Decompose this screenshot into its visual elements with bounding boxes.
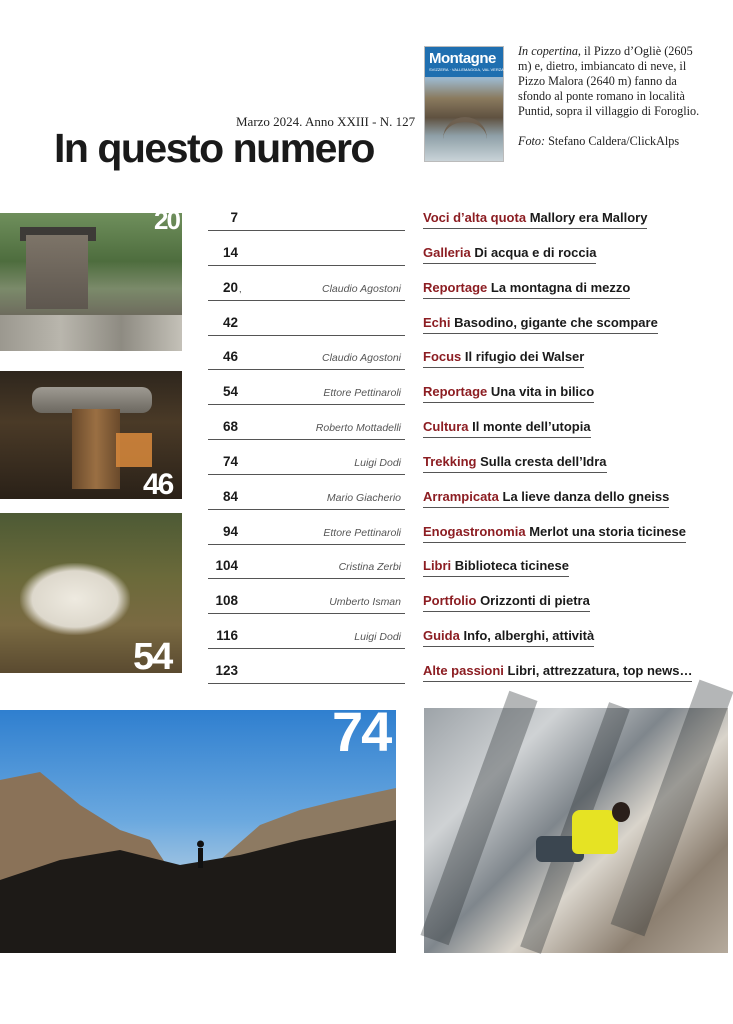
toc-section: Enogastronomia	[423, 524, 526, 539]
toc-section: Alte passioni	[423, 663, 504, 678]
toc-section: Portfolio	[423, 593, 477, 608]
toc-title: Basodino, gigante che scompare	[454, 315, 658, 330]
toc-section: Reportage	[423, 280, 488, 295]
toc-page: 7	[230, 210, 238, 225]
toc-row[interactable]	[0, 278, 728, 302]
photo-page-number: 54	[133, 636, 172, 678]
toc-author: Claudio Agostoni	[322, 283, 401, 295]
toc-divider	[208, 335, 405, 336]
toc-section: Echi	[423, 315, 451, 330]
toc-divider	[208, 578, 405, 579]
toc-title: Di acqua e di roccia	[474, 245, 597, 260]
toc-row[interactable]	[0, 205, 728, 235]
toc-section: Voci d’alta quota	[423, 210, 527, 225]
toc-entry[interactable]	[423, 315, 658, 334]
toc-row[interactable]	[0, 591, 728, 615]
toc-entry[interactable]	[423, 245, 596, 264]
toc-title: Merlot una storia ticinese	[529, 524, 686, 539]
toc-mark: ,	[239, 284, 242, 294]
toc-author: Mario Giacherio	[326, 492, 401, 504]
photo-page-number: 46	[143, 468, 173, 501]
toc-divider	[208, 230, 405, 231]
toc-section: Guida	[423, 628, 460, 643]
toc-author: Luigi Dodi	[354, 457, 401, 469]
toc-row[interactable]	[0, 452, 728, 476]
page-title: In questo numero	[54, 125, 374, 171]
toc-title: Biblioteca ticinese	[454, 558, 569, 573]
toc-page: 54	[222, 384, 238, 399]
toc-entry[interactable]	[423, 280, 630, 299]
toc-title: Mallory era Mallory	[529, 210, 648, 225]
toc-author: Umberto Isman	[329, 596, 401, 608]
toc-entry[interactable]	[423, 663, 692, 682]
toc-page: 42	[222, 315, 238, 330]
toc-title: Libri, attrezzatura, top news…	[507, 663, 693, 678]
toc-row[interactable]	[0, 661, 728, 685]
cover-caption-body: , il Pizzo d’Ogliè (2605 m) e, dietro, imbiancato di neve, il Pizzo Malora (2640 m) fanno da sfondo al ponte romano in località Puntid, sopra il villaggio di Foroglio.	[518, 44, 700, 118]
cover-credit-name: Stefano Caldera/ClickAlps	[545, 134, 680, 148]
toc-title: Info, alberghi, attività	[463, 628, 595, 643]
toc-row[interactable]	[0, 417, 728, 441]
toc-page: 116	[216, 628, 238, 643]
toc-title: Una vita in bilico	[490, 384, 595, 399]
toc-author: Cristina Zerbi	[338, 561, 401, 573]
toc-author: Claudio Agostoni	[322, 352, 401, 364]
toc-row[interactable]	[0, 487, 728, 511]
toc-entry[interactable]	[423, 524, 686, 543]
toc-row[interactable]	[0, 347, 728, 371]
toc-divider	[208, 265, 405, 266]
toc-entry[interactable]	[423, 593, 590, 612]
toc-page: 108	[215, 593, 238, 608]
toc-row[interactable]	[0, 522, 728, 546]
toc-divider	[208, 648, 405, 649]
toc-page: 74	[222, 454, 238, 469]
toc-section: Arrampicata	[423, 489, 499, 504]
photo-page-number: 20	[154, 205, 179, 235]
toc-page: 68	[222, 419, 238, 434]
toc-page: 104	[215, 558, 238, 573]
toc-section: Trekking	[423, 454, 477, 469]
toc-divider	[208, 613, 405, 614]
toc-entry[interactable]	[423, 628, 594, 647]
cover-logo: Montagne	[429, 50, 496, 67]
toc-title: La montagna di mezzo	[490, 280, 631, 295]
toc-divider	[208, 404, 405, 405]
toc-page: 123	[215, 663, 238, 678]
cover-caption-lead: In copertina	[518, 44, 578, 58]
toc-divider	[208, 439, 405, 440]
toc-divider	[208, 509, 405, 510]
toc-entry[interactable]	[423, 419, 591, 438]
toc-page: 46	[222, 349, 238, 364]
toc-entry[interactable]	[423, 349, 584, 368]
toc-section: Galleria	[423, 245, 471, 260]
toc-author: Luigi Dodi	[354, 631, 401, 643]
toc-title: Orizzonti di pietra	[480, 593, 590, 608]
toc-section: Reportage	[423, 384, 488, 399]
toc-author: Ettore Pettinaroli	[323, 527, 401, 539]
toc-section: Cultura	[423, 419, 469, 434]
toc-row[interactable]	[0, 243, 728, 267]
toc-entry[interactable]	[423, 210, 647, 229]
toc-title: La lieve danza dello gneiss	[502, 489, 670, 504]
toc-section: Libri	[423, 558, 452, 573]
toc-title: Il rifugio dei Walser	[464, 349, 585, 364]
toc-row[interactable]	[0, 313, 728, 337]
toc-entry[interactable]	[423, 384, 594, 403]
toc-author: Roberto Mottadelli	[315, 422, 401, 434]
cover-credit-label: Foto:	[518, 134, 546, 148]
toc-entry[interactable]	[423, 558, 569, 577]
toc-row[interactable]	[0, 556, 728, 580]
toc-author: Ettore Pettinaroli	[323, 387, 401, 399]
toc-divider	[208, 300, 405, 301]
toc-entry[interactable]	[423, 454, 607, 473]
toc-page: 14	[222, 245, 238, 260]
photo-page-number: 74	[332, 700, 391, 763]
toc-divider	[208, 683, 405, 684]
toc-page: 20	[222, 280, 238, 295]
toc-divider	[208, 474, 405, 475]
cover-subtitle: SVIZZERA · VALLEMAGGIA, VAL VERZASCA, VAL BAVONA	[429, 67, 539, 72]
toc-row[interactable]	[0, 626, 728, 650]
toc-section: Focus	[423, 349, 462, 364]
toc-title: Sulla cresta dell’Idra	[480, 454, 607, 469]
toc-divider	[208, 544, 405, 545]
toc-page: 94	[222, 524, 238, 539]
issue-line: Marzo 2024. Anno XXIII - N. 127	[236, 114, 416, 129]
toc-entry[interactable]	[423, 489, 669, 508]
toc-divider	[208, 369, 405, 370]
toc-title: Il monte dell’utopia	[472, 419, 591, 434]
toc-page: 84	[222, 489, 238, 504]
toc-row[interactable]	[0, 382, 728, 406]
